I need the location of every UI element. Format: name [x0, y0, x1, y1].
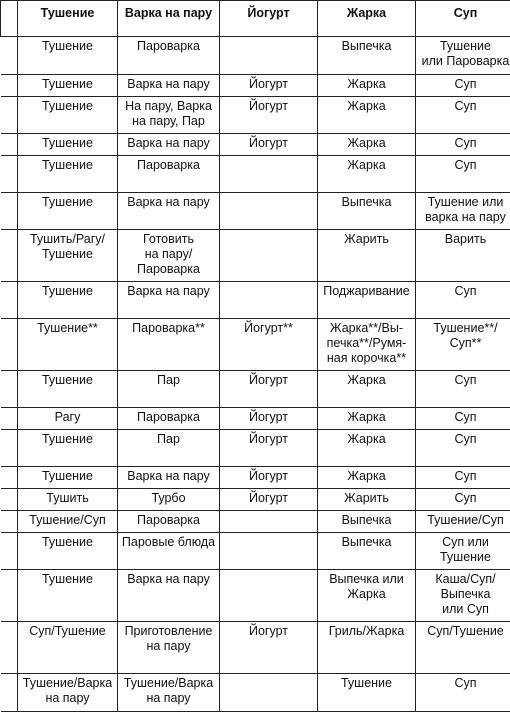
row-blank-cell — [1, 570, 18, 622]
table-cell: Варить — [416, 230, 510, 282]
table-cell: Варка на пару — [118, 570, 220, 622]
table-cell: Гриль/Жарка — [318, 622, 416, 674]
table-cell: Тушение**/ Суп** — [416, 319, 510, 371]
table-cell: Тушение/Суп — [18, 511, 118, 533]
table-row — [1, 408, 510, 430]
table-cell: Жарить — [318, 489, 416, 511]
table-row — [1, 533, 510, 570]
table-cell — [220, 156, 318, 193]
table-cell: Тушение/Суп — [416, 511, 510, 533]
row-blank-cell — [1, 156, 18, 193]
row-blank-cell — [1, 282, 18, 319]
table-cell: Пароварка — [118, 511, 220, 533]
table-cell: Выпечка — [318, 193, 416, 230]
table-cell: Суп/Тушение — [416, 622, 510, 674]
table-cell: Тушение или варка на пару — [416, 193, 510, 230]
header-cell: Суп — [416, 1, 510, 37]
table-cell — [220, 570, 318, 622]
table-cell: Тушение** — [18, 319, 118, 371]
table-cell: Суп или Тушение — [416, 533, 510, 570]
table-cell: Суп — [416, 156, 510, 193]
table-cell: Жарка — [318, 430, 416, 467]
table-cell: Йогурт — [220, 408, 318, 430]
table-cell: Йогурт — [220, 622, 318, 674]
table-cell — [220, 230, 318, 282]
table-cell: Суп/Тушение — [18, 622, 118, 674]
table-cell: Варка на пару — [118, 75, 220, 97]
table-cell: Тушение — [18, 193, 118, 230]
table-row — [1, 489, 510, 511]
table-cell: Тушение — [18, 97, 118, 134]
row-blank-cell — [1, 37, 18, 75]
table-cell: Суп — [416, 134, 510, 156]
row-blank-cell — [1, 511, 18, 533]
table-cell: Тушение — [18, 282, 118, 319]
row-blank-cell — [1, 134, 18, 156]
table-cell: На пару, Варка на пару, Пар — [118, 97, 220, 134]
table-cell: Суп — [416, 97, 510, 134]
table-cell: Пар — [118, 371, 220, 408]
table-cell: Пароварка** — [118, 319, 220, 371]
row-blank-cell — [1, 674, 18, 712]
table-row — [1, 134, 510, 156]
table-row — [1, 319, 510, 371]
table-cell: Тушение — [18, 134, 118, 156]
table-cell: Варка на пару — [118, 467, 220, 489]
table-cell — [220, 533, 318, 570]
row-blank-cell — [1, 230, 18, 282]
table-cell: Жарка — [318, 134, 416, 156]
table-cell — [220, 37, 318, 75]
table-cell: Приготовление на пару — [118, 622, 220, 674]
table-cell: Суп — [416, 282, 510, 319]
table-row — [1, 37, 510, 75]
table-cell: Пароварка — [118, 156, 220, 193]
table-header-row — [1, 1, 510, 37]
table-cell: Пароварка — [118, 408, 220, 430]
table-cell: Варка на пару — [118, 134, 220, 156]
header-cell: Тушение — [18, 1, 118, 37]
table-cell: Тушить/Рагу/ Тушение — [18, 230, 118, 282]
row-blank-cell — [1, 408, 18, 430]
table-row — [1, 230, 510, 282]
table-cell: Турбо — [118, 489, 220, 511]
table-cell: Выпечка — [318, 533, 416, 570]
table-cell: Тушить — [18, 489, 118, 511]
table-cell: Суп — [416, 467, 510, 489]
table-row — [1, 97, 510, 134]
table-cell: Паровые блюда — [118, 533, 220, 570]
table-cell: Тушение/Варка на пару — [118, 674, 220, 712]
table-cell: Жарка — [318, 97, 416, 134]
table-cell: Тушение — [18, 570, 118, 622]
row-blank-cell — [1, 467, 18, 489]
table-cell: Варка на пару — [118, 282, 220, 319]
table-cell — [220, 282, 318, 319]
table-cell: Жарить — [318, 230, 416, 282]
row-blank-cell — [1, 319, 18, 371]
table-cell: Тушение — [18, 533, 118, 570]
row-blank-cell — [1, 430, 18, 467]
table-cell: Жарка — [318, 75, 416, 97]
row-blank-cell — [1, 193, 18, 230]
table-row — [1, 156, 510, 193]
table-cell: Тушение — [18, 75, 118, 97]
table-cell: Тушение/Варка на пару — [18, 674, 118, 712]
row-blank-cell — [1, 75, 18, 97]
table-cell: Жарка — [318, 467, 416, 489]
table-row — [1, 282, 510, 319]
row-blank-cell — [1, 371, 18, 408]
table-cell: Выпечка или Жарка — [318, 570, 416, 622]
table-cell: Варка на пару — [118, 193, 220, 230]
table-cell: Тушение — [18, 467, 118, 489]
table-cell: Выпечка — [318, 37, 416, 75]
header-cell-blank — [1, 1, 18, 37]
table-cell — [220, 193, 318, 230]
row-blank-cell — [1, 489, 18, 511]
table-cell: Пароварка — [118, 37, 220, 75]
table-cell: Йогурт — [220, 134, 318, 156]
table-cell: Суп — [416, 489, 510, 511]
table-cell: Выпечка — [318, 511, 416, 533]
table-cell: Суп — [416, 408, 510, 430]
row-blank-cell — [1, 97, 18, 134]
table-cell: Каша/Суп/ Выпечка или Суп — [416, 570, 510, 622]
table-cell: Йогурт** — [220, 319, 318, 371]
table-cell: Йогурт — [220, 467, 318, 489]
table-cell — [220, 674, 318, 712]
row-blank-cell — [1, 533, 18, 570]
table-cell: Йогурт — [220, 75, 318, 97]
header-cell: Жарка — [318, 1, 416, 37]
table-cell: Тушение — [318, 674, 416, 712]
row-blank-cell — [1, 622, 18, 674]
table-cell: Тушение — [18, 430, 118, 467]
header-cell: Варка на пару — [118, 1, 220, 37]
table-cell: Суп — [416, 430, 510, 467]
table-row — [1, 570, 510, 622]
table-row — [1, 75, 510, 97]
table-cell: Пар — [118, 430, 220, 467]
table-cell: Йогурт — [220, 430, 318, 467]
table-cell: Поджаривание — [318, 282, 416, 319]
table-row — [1, 371, 510, 408]
table-cell: Тушение — [18, 156, 118, 193]
table-cell: Тушение — [18, 37, 118, 75]
table-cell: Жарка — [318, 156, 416, 193]
table-cell: Йогурт — [220, 489, 318, 511]
table-cell: Жарка — [318, 371, 416, 408]
table-cell: Жарка**/Вы- печка**/Румя- ная корочка** — [318, 319, 416, 371]
table-cell — [220, 511, 318, 533]
table-row — [1, 193, 510, 230]
table-cell: Жарка — [318, 408, 416, 430]
table-cell: Суп — [416, 75, 510, 97]
table-row — [1, 467, 510, 489]
header-cell: Йогурт — [220, 1, 318, 37]
table-cell: Суп — [416, 674, 510, 712]
table-cell: Суп — [416, 371, 510, 408]
table-cell: Тушение — [18, 371, 118, 408]
table-row — [1, 511, 510, 533]
table-cell: Рагу — [18, 408, 118, 430]
table-row — [1, 622, 510, 674]
table-cell: Йогурт — [220, 97, 318, 134]
table-row — [1, 430, 510, 467]
table-row — [1, 674, 510, 712]
table-cell: Готовить на пару/ Пароварка — [118, 230, 220, 282]
table-cell: Тушение или Пароварка — [416, 37, 510, 75]
table-cell: Йогурт — [220, 371, 318, 408]
